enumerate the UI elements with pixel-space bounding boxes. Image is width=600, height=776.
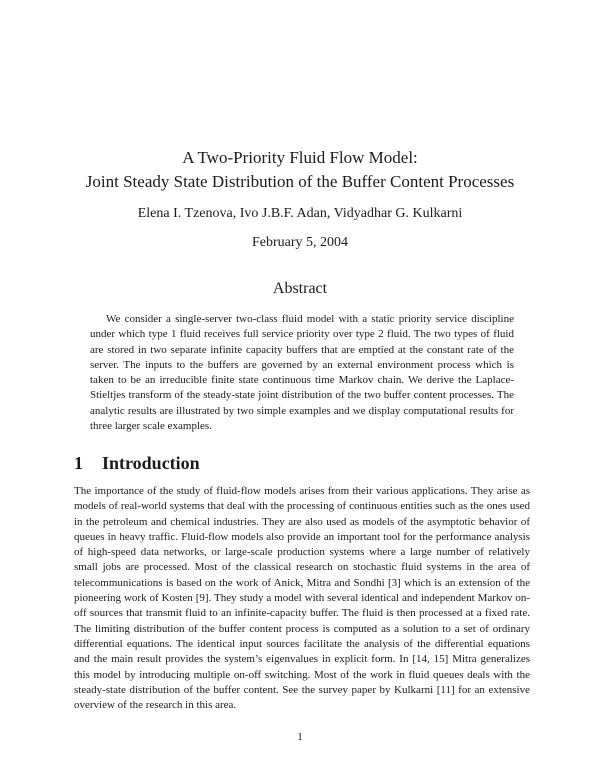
page-number: 1 <box>297 731 303 743</box>
paper-title-line-2: Joint Steady State Distribution of the Buffer Content Processes <box>85 172 515 191</box>
paper-title-line-1: A Two-Priority Fluid Flow Model: <box>182 148 418 167</box>
abstract-heading: Abstract <box>272 280 328 297</box>
paper-authors: Elena I. Tzenova, Ivo J.B.F. Adan, Vidyadhar G. Kulkarni <box>137 206 463 221</box>
paper-title <box>0 146 600 194</box>
section-number: 1 <box>74 453 83 473</box>
section-heading-introduction <box>74 453 200 474</box>
introduction-body: The importance of the study of fluid-flow models arises from their various applications. They arise as models of real-world systems that deal with the processing of continuous entities such as the ones used in the petroleum and chemical industries. They are also used as models of the asymptotic behavior of queues in heavy traffic. Fluid-flow models also provide an important tool for the performance analysis of high-speed data networks, or large-scale production systems where a large number of relatively small jobs are processed. Most of the classical research on stochastic fluid systems in the area of telecommunications is based on the work of Anick, Mitra and Sondhi [3] which is an extension of the pioneering work of Kosten [9]. They study a model with several identical and independent Markov on-off sources that transmit fluid to an infinite-capacity buffer. The fluid is then processed at a fixed rate. The limiting distribution of the buffer content process is computed as a solution to a set of ordinary differential equations. The identical input sources facilitate the analysis of the differential equations and the main result provides the system’s eigenvalues in explicit form. In [14, 15] Mitra generalizes this model by introducing multiple on-off switching. Most of the work in fluid queues deals with the steady-state distribution of the buffer content. See the survey paper by Kulkarni [11] for an extensive overview of the research in this area. <box>74 485 530 712</box>
abstract-body: We consider a single-server two-class fluid model with a static priority service discipline under which type 1 fluid receives full service priority over type 2 fluid. The two types of fluid are stored in two separate infinite capacity buffers that are emptied at the constant rate of the server. The inputs to the buffers are governed by an external environment process which is taken to be an irreducible finite state continuous time Markov chain. We derive the Laplace-Stieltjes transform of the steady-state joint distribution of the two buffer content processes. The analytic results are illustrated by two simple examples and we display computational results for three larger scale examples. <box>90 313 514 433</box>
paper-date: February 5, 2004 <box>251 235 349 250</box>
section-title: Introduction <box>102 453 200 473</box>
